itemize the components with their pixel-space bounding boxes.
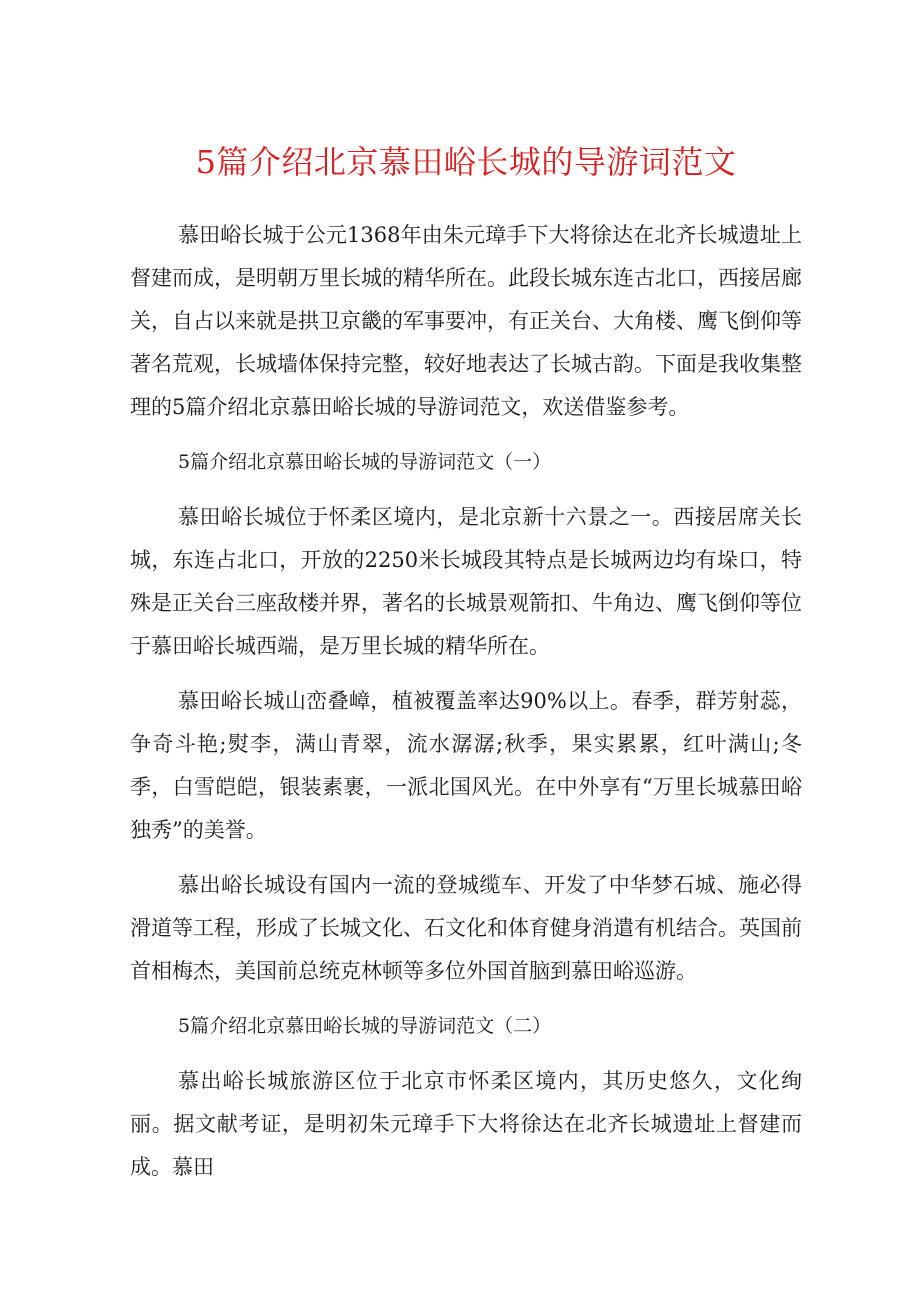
document-title: 5篇介绍北京慕田峪长城的导游词范文 (195, 143, 737, 181)
paragraph-location: 慕田峪长城位于怀柔区境内，是北京新十六景之一。西接居席关长城，东连占北口，开放的2250米长城段其特点是长城两边均有垛口，特殊是正关台三座敌楼并界，著名的长城景观箭扣、牛角边、鹰飞倒仰等位于慕田峪长城西端，是万里长城的精华所在。 (130, 505, 802, 658)
section-heading-1: 5篇介绍北京慕田峪长城的导游词范文（一） (178, 451, 552, 473)
intro-paragraph: 慕田峪长城于公元1368年由朱元璋手下大将徐达在北齐长城遗址上督建而成，是明朝万里长城的精华所在。此段长城东连古北口，西接居廊关，自占以来就是拱卫京畿的军事要冲，有正关台、大角楼、鹰飞倒仰等著名荒观，长城墙体保持完整，较好地表达了长城古韵。下面是我收集整理的5篇介绍北京慕田峪长城的导游词范文，欢送借鉴参考。 (130, 223, 802, 419)
section-heading-2: 5篇介绍北京慕田峪长城的导游词范文（二） (178, 1015, 552, 1037)
paragraph-facilities: 慕出峪长城设有国内一流的登城缆车、开发了中华梦石城、施必得滑道等工程，形成了长城文化、石文化和体育健身消遣有机结合。英国前首相梅杰，美国前总统克林顿等多位外国首脑到慕田峪巡游。 (130, 873, 802, 983)
paragraph-history: 慕出峪长城旅游区位于北京市怀柔区境内，其历史悠久，文化绚丽。据文献考证，是明初朱元璋手下大将徐达在北齐长城遗址上督建而成。慕田 (130, 1069, 802, 1179)
paragraph-scenery: 慕田峪长城山峦叠嶂，植被覆盖率达90%以上。春季，群芳射蕊，争奇斗艳;熨李，满山青翠，流水潺潺;秋季，果实累累，红叶满山;冬季，白雪皑皑，银装素裹，一派北国风光。在中外享有“万里长城慕田峪独秀”的美誉。 (130, 689, 802, 842)
